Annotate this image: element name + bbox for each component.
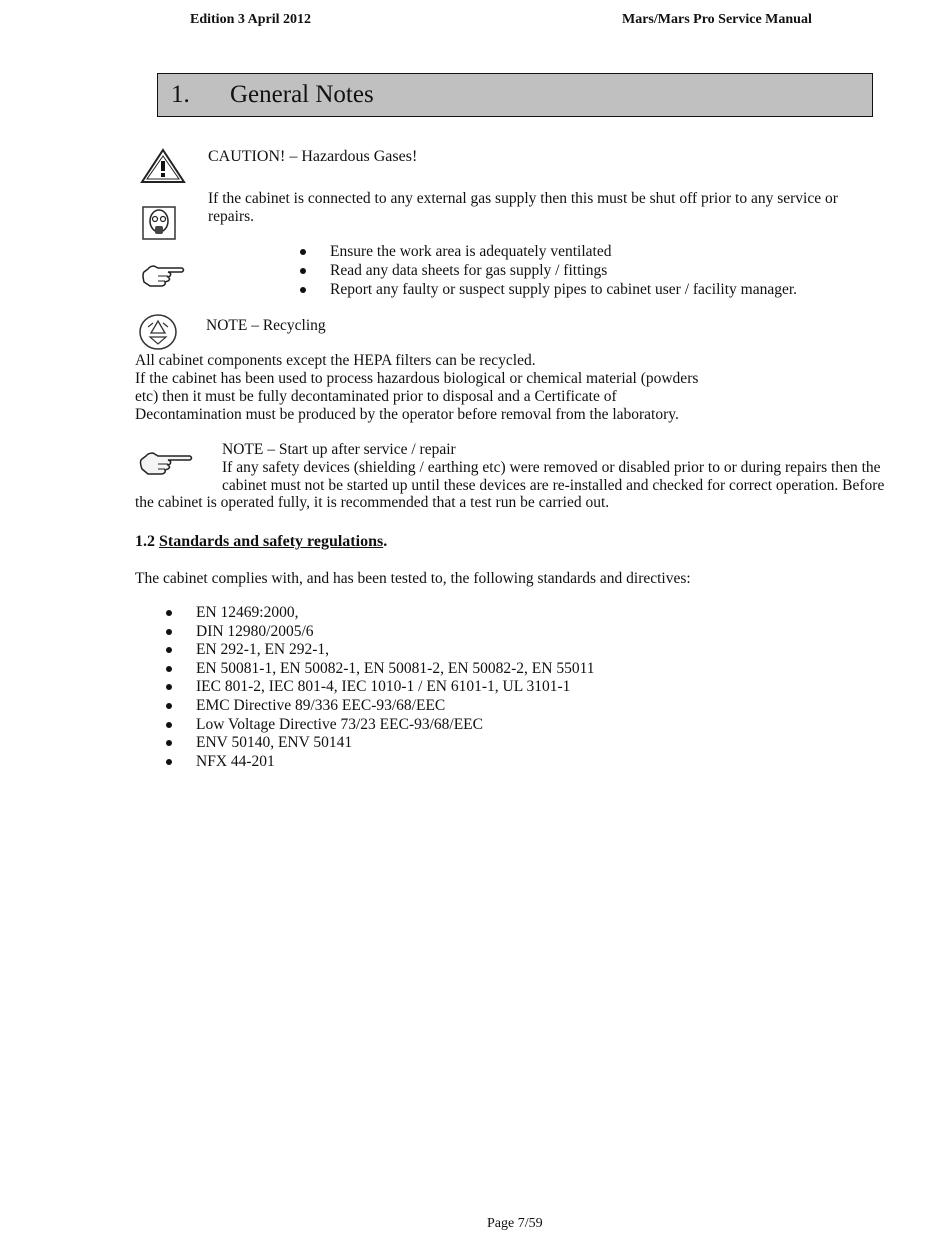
list-item: EN 50081-1, EN 50082-1, EN 50081-2, EN 50082-2, EN 55011	[166, 660, 595, 679]
list-item: EN 292-1, EN 292-1,	[166, 641, 595, 660]
section-title: General Notes	[230, 81, 374, 108]
standards-number: 1.2	[135, 533, 155, 550]
standards-list	[166, 604, 595, 771]
caution-bullet-list	[300, 243, 797, 300]
startup-line-2: cabinet must not be started up until these devices are re-installed and checked for correct operation. Before	[222, 477, 885, 494]
pointing-hand-icon	[136, 448, 196, 478]
standards-title: Standards and safety regulations	[159, 533, 384, 550]
list-item: Report any faulty or suspect supply pipes to cabinet user / facility manager.	[300, 281, 797, 300]
list-item: DIN 12980/2005/6	[166, 623, 595, 642]
text-line: If the cabinet has been used to process hazardous biological or chemical material (powders	[135, 370, 699, 387]
text-line: Decontamination must be produced by the operator before removal from the laboratory.	[135, 406, 679, 423]
header-edition: Edition 3 April 2012	[190, 12, 311, 27]
list-item: IEC 801-2, IEC 801-4, IEC 1010-1 / EN 6101-1, UL 3101-1	[166, 678, 595, 697]
section-number: 1.	[171, 81, 190, 108]
list-item: Ensure the work area is adequately ventilated	[300, 243, 797, 262]
startup-heading: NOTE – Start up after service / repair	[222, 441, 456, 458]
text-line: All cabinet components except the HEPA filters can be recycled.	[135, 352, 536, 369]
warning-triangle-icon	[140, 148, 186, 184]
standards-title-end: .	[383, 533, 388, 550]
list-item: ENV 50140, ENV 50141	[166, 734, 595, 753]
standards-heading	[135, 533, 387, 551]
startup-line-3: the cabinet is operated fully, it is recommended that a test run be carried out.	[135, 494, 610, 511]
list-item: Read any data sheets for gas supply / fittings	[300, 262, 797, 281]
page-number: Page 7/59	[487, 1216, 543, 1231]
recycling-paragraph	[135, 352, 698, 424]
caution-text: If the cabinet is connected to any external gas supply then this must be shut off prior to any service or repairs.	[208, 190, 838, 225]
list-item: NFX 44-201	[166, 753, 595, 772]
list-item: Low Voltage Directive 73/23 EEC-93/68/EEC	[166, 716, 595, 735]
standards-intro: The cabinet complies with, and has been tested to, the following standards and directives:	[135, 570, 691, 587]
section-title-box	[157, 73, 873, 117]
header-manual-title: Mars/Mars Pro Service Manual	[622, 12, 812, 27]
startup-line-1: If any safety devices (shielding / earthing etc) were removed or disabled prior to or during repairs then the	[222, 459, 881, 476]
caution-heading: CAUTION! – Hazardous Gases!	[208, 148, 418, 165]
pointing-hand-icon	[140, 262, 186, 290]
recycling-icon	[138, 313, 178, 351]
list-item: EN 12469:2000,	[166, 604, 595, 623]
list-item: EMC Directive 89/336 EEC-93/68/EEC	[166, 697, 595, 716]
recycling-heading: NOTE – Recycling	[206, 317, 326, 334]
text-line: etc) then it must be fully decontaminated prior to disposal and a Certificate of	[135, 388, 617, 405]
gas-mask-icon	[142, 206, 176, 240]
